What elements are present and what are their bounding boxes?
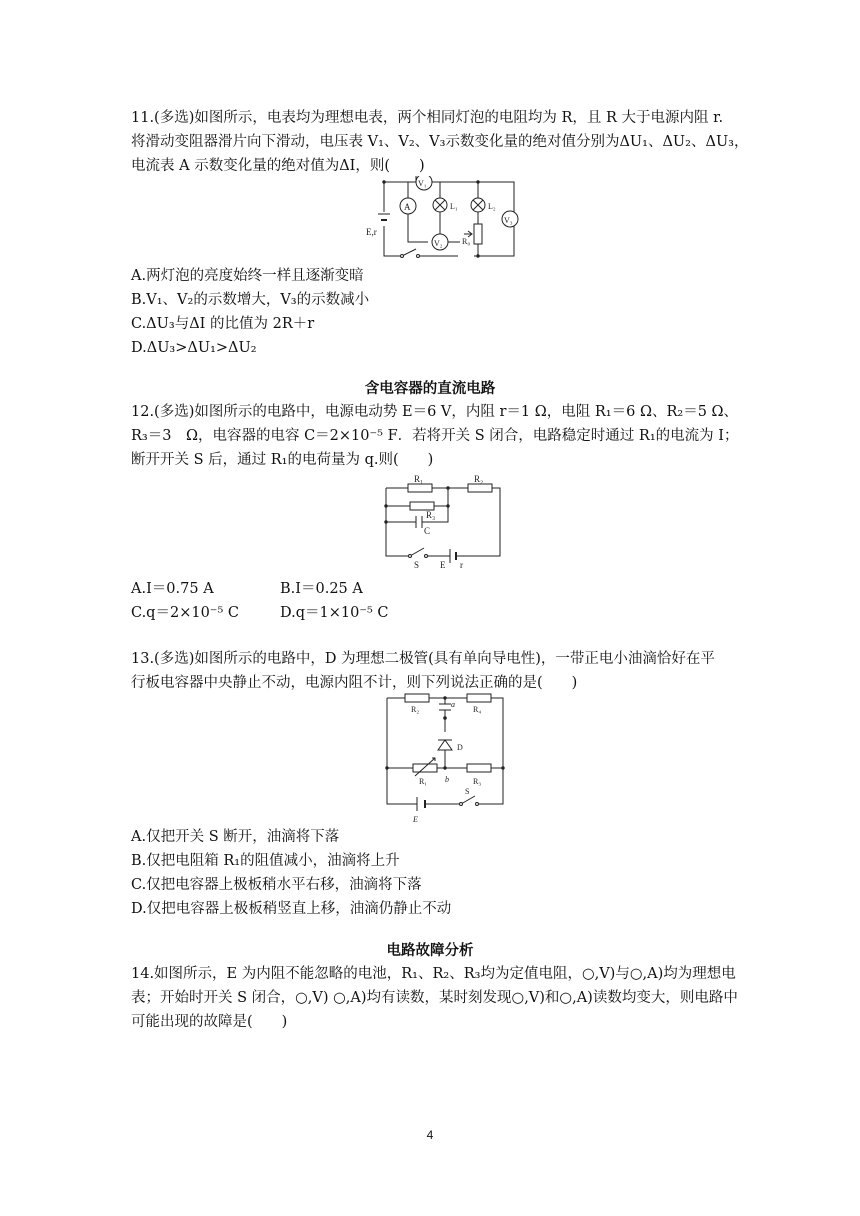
page-number: 4 [426, 1128, 434, 1142]
q11-label-a: A [404, 202, 411, 212]
q11-label-r0: R₀ [462, 237, 471, 246]
q14-line-3: 可能出现的故障是( ) [131, 1014, 288, 1030]
q11-option-d: D.ΔU₃>ΔU₁>ΔU₂ [131, 340, 257, 356]
q11-label-l2: L₂ [488, 202, 496, 211]
q13-line-2: 行板电容器中央静止不动，电源内阻不计，则下列说法正确的是( ) [131, 675, 578, 691]
q14-line-2: 表；开始时开关 S 闭合，○,V) ○,A)均有读数，某时刻发现○,V)和○,A)读数均变大，则电路中 [131, 990, 738, 1006]
q12-option-a: A.I＝0.75 A [131, 581, 214, 597]
q12-circuit-diagram [380, 474, 506, 570]
q12-label-r: r [460, 560, 463, 570]
q13-label-a: a [451, 700, 455, 709]
section-heading-fault: 电路故障分析 [386, 943, 474, 959]
q13-option-a: A.仅把开关 S 断开，油滴将下落 [131, 829, 340, 845]
q13-label-s: S [465, 787, 470, 796]
q11-option-c: C.ΔU₃与ΔI 的比值为 2R＋r [131, 316, 315, 332]
q13-label-r3: R₃ [473, 777, 482, 786]
section-heading-capacitor: 含电容器的直流电路 [364, 381, 496, 397]
q13-option-c: C.仅把电容器上极板稍水平右移，油滴将下落 [131, 877, 422, 893]
q11-option-a: A.两灯泡的亮度始终一样且逐渐变暗 [131, 268, 364, 284]
q12-label-r3: R₃ [426, 510, 436, 520]
q12-label-s: S [414, 560, 420, 570]
q12-line-2: R₃＝3 Ω，电容器的电容 C＝2×10⁻⁵ F．若将开关 S 闭合，电路稳定时通过 R₁的电流为 I； [131, 428, 739, 444]
q11-option-b: B.V₁、V₂的示数增大，V₃的示数减小 [131, 292, 370, 308]
q13-line-1: 13.(多选)如图所示的电路中，D 为理想二极管(具有单向导电性)，一带正电小油滴恰好在平 [131, 651, 715, 667]
q12-line-3: 断开开关 S 后，通过 R₁的电荷量为 q.则( ) [131, 452, 434, 468]
q12-option-b: B.I＝0.25 A [280, 581, 363, 597]
q13-option-b: B.仅把电阻箱 R₁的阻值减小，油滴将上升 [131, 853, 400, 869]
q12-option-c: C.q＝2×10⁻⁵ C [131, 605, 239, 621]
q12-label-r2: R₂ [474, 474, 484, 484]
q12-label-r1: R₁ [414, 474, 424, 484]
q11-label-v1: V₁ [418, 179, 427, 188]
q13-circuit-diagram [381, 692, 511, 822]
q13-label-e: E [413, 815, 418, 822]
q11-label-er: E,r [366, 227, 377, 237]
q12-option-d: D.q＝1×10⁻⁵ C [280, 605, 389, 621]
q13-label-r1: R₁ [419, 777, 428, 786]
q13-option-d: D.仅把电容器上极板稍竖直上移，油滴仍静止不动 [131, 901, 452, 917]
q12-label-e: E [440, 560, 446, 570]
q11-label-l1: L₁ [450, 202, 458, 211]
q11-line-1: 11.(多选)如图所示，电表均为理想电表，两个相同灯泡的电阻均为 R，且 R 大于电源内阻 r. [131, 110, 724, 126]
q11-line-3: 电流表 A 示数变化量的绝对值为ΔI，则( ) [131, 158, 425, 174]
q11-label-v3: V₃ [504, 216, 513, 225]
q13-label-d: D [457, 743, 463, 752]
q13-label-r2: R₂ [411, 705, 420, 714]
q11-circuit-diagram [364, 176, 530, 262]
q13-label-r4: R₄ [473, 705, 482, 714]
q14-line-1: 14.如图所示，E 为内阻不能忽略的电池，R₁、R₂、R₃均为定值电阻，○,V)与○,A)均为理想电 [131, 966, 736, 982]
q12-line-1: 12.(多选)如图所示的电路中，电源电动势 E＝6 V，内阻 r＝1 Ω，电阻 R₁＝6 Ω、R₂＝5 Ω、 [131, 404, 739, 420]
q11-label-v2: V₂ [434, 239, 443, 248]
q13-label-b: b [445, 775, 449, 784]
q11-line-2: 将滑动变阻器滑片向下滑动，电压表 V₁、V₂、V₃示数变化量的绝对值分别为ΔU₁、ΔU₂、ΔU₃， [131, 134, 749, 150]
q12-label-c: C [424, 526, 431, 536]
